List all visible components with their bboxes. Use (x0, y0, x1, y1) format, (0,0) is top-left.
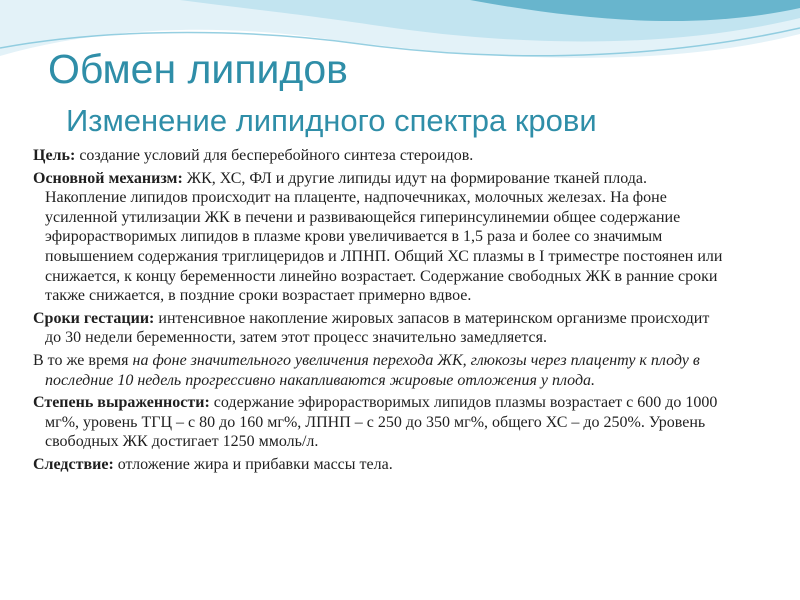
slide-body (33, 146, 729, 478)
paragraph-gestation (33, 309, 729, 348)
label-gestation: Сроки гестации: (33, 309, 155, 327)
paragraph-severity (33, 393, 729, 452)
label-goal: Цель: (33, 147, 76, 164)
slide-subtitle: Изменение липидного спектра крови (66, 103, 597, 138)
paragraph-mechanism (33, 169, 729, 306)
text-severity: содержание эфирорастворимых липидов плазмы возрастает с 600 до 1000 мг%, уровень ТГЦ – с 80 до 160 мг%, ЛПНП – с 250 до 350 мг%, общего ХС – до 250%. Уровень свободных ЖК достигает 1250 ммоль/л. (45, 394, 718, 451)
slide-title: Обмен липидов (48, 46, 348, 92)
italic-meanwhile: на фоне значительного увеличения перехода ЖК, глюкозы через плаценту к плоду в последние 10 недель прогрессивно накапливаются жировые отложения у плода. (45, 351, 700, 389)
label-consequence: Следствие: (33, 455, 114, 473)
paragraph-consequence (33, 455, 729, 475)
label-severity: Степень выраженности: (33, 394, 210, 412)
text-mechanism: ЖК, ХС, ФЛ и другие липиды идут на формирование тканей плода. Накопление липидов происходит на плаценте, надпочечниках, молочных железах. На фоне усиленной утилизации ЖК в печени и развивающейся гиперинсулинемии общее содержание эфирорастворимых липидов в плазме крови увеличивается в 1,5 раза и более со значимым повышением содержания триглицеридов и ЛПНП. Общий ХС плазмы в I триместре постоянен или снижается, к концу беременности линейно возрастает. Содержание свободных ЖК в ранние сроки также снижается, в поздние сроки возрастает примерно вдвое. (45, 169, 723, 305)
text-gestation: интенсивное накопление жировых запасов в материнском организме происходит до 30 недели беременности, затем этот процесс значительно замедляется. (45, 309, 710, 347)
text-goal: создание условий для бесперебойного синтеза стероидов. (75, 147, 474, 164)
paragraph-meanwhile (33, 351, 729, 390)
lead-meanwhile: В то же время (33, 351, 133, 369)
text-consequence: отложение жира и прибавки массы тела. (113, 455, 393, 473)
title-block (48, 44, 788, 140)
label-mechanism: Основной механизм: (33, 169, 183, 187)
paragraph-goal (33, 146, 729, 166)
